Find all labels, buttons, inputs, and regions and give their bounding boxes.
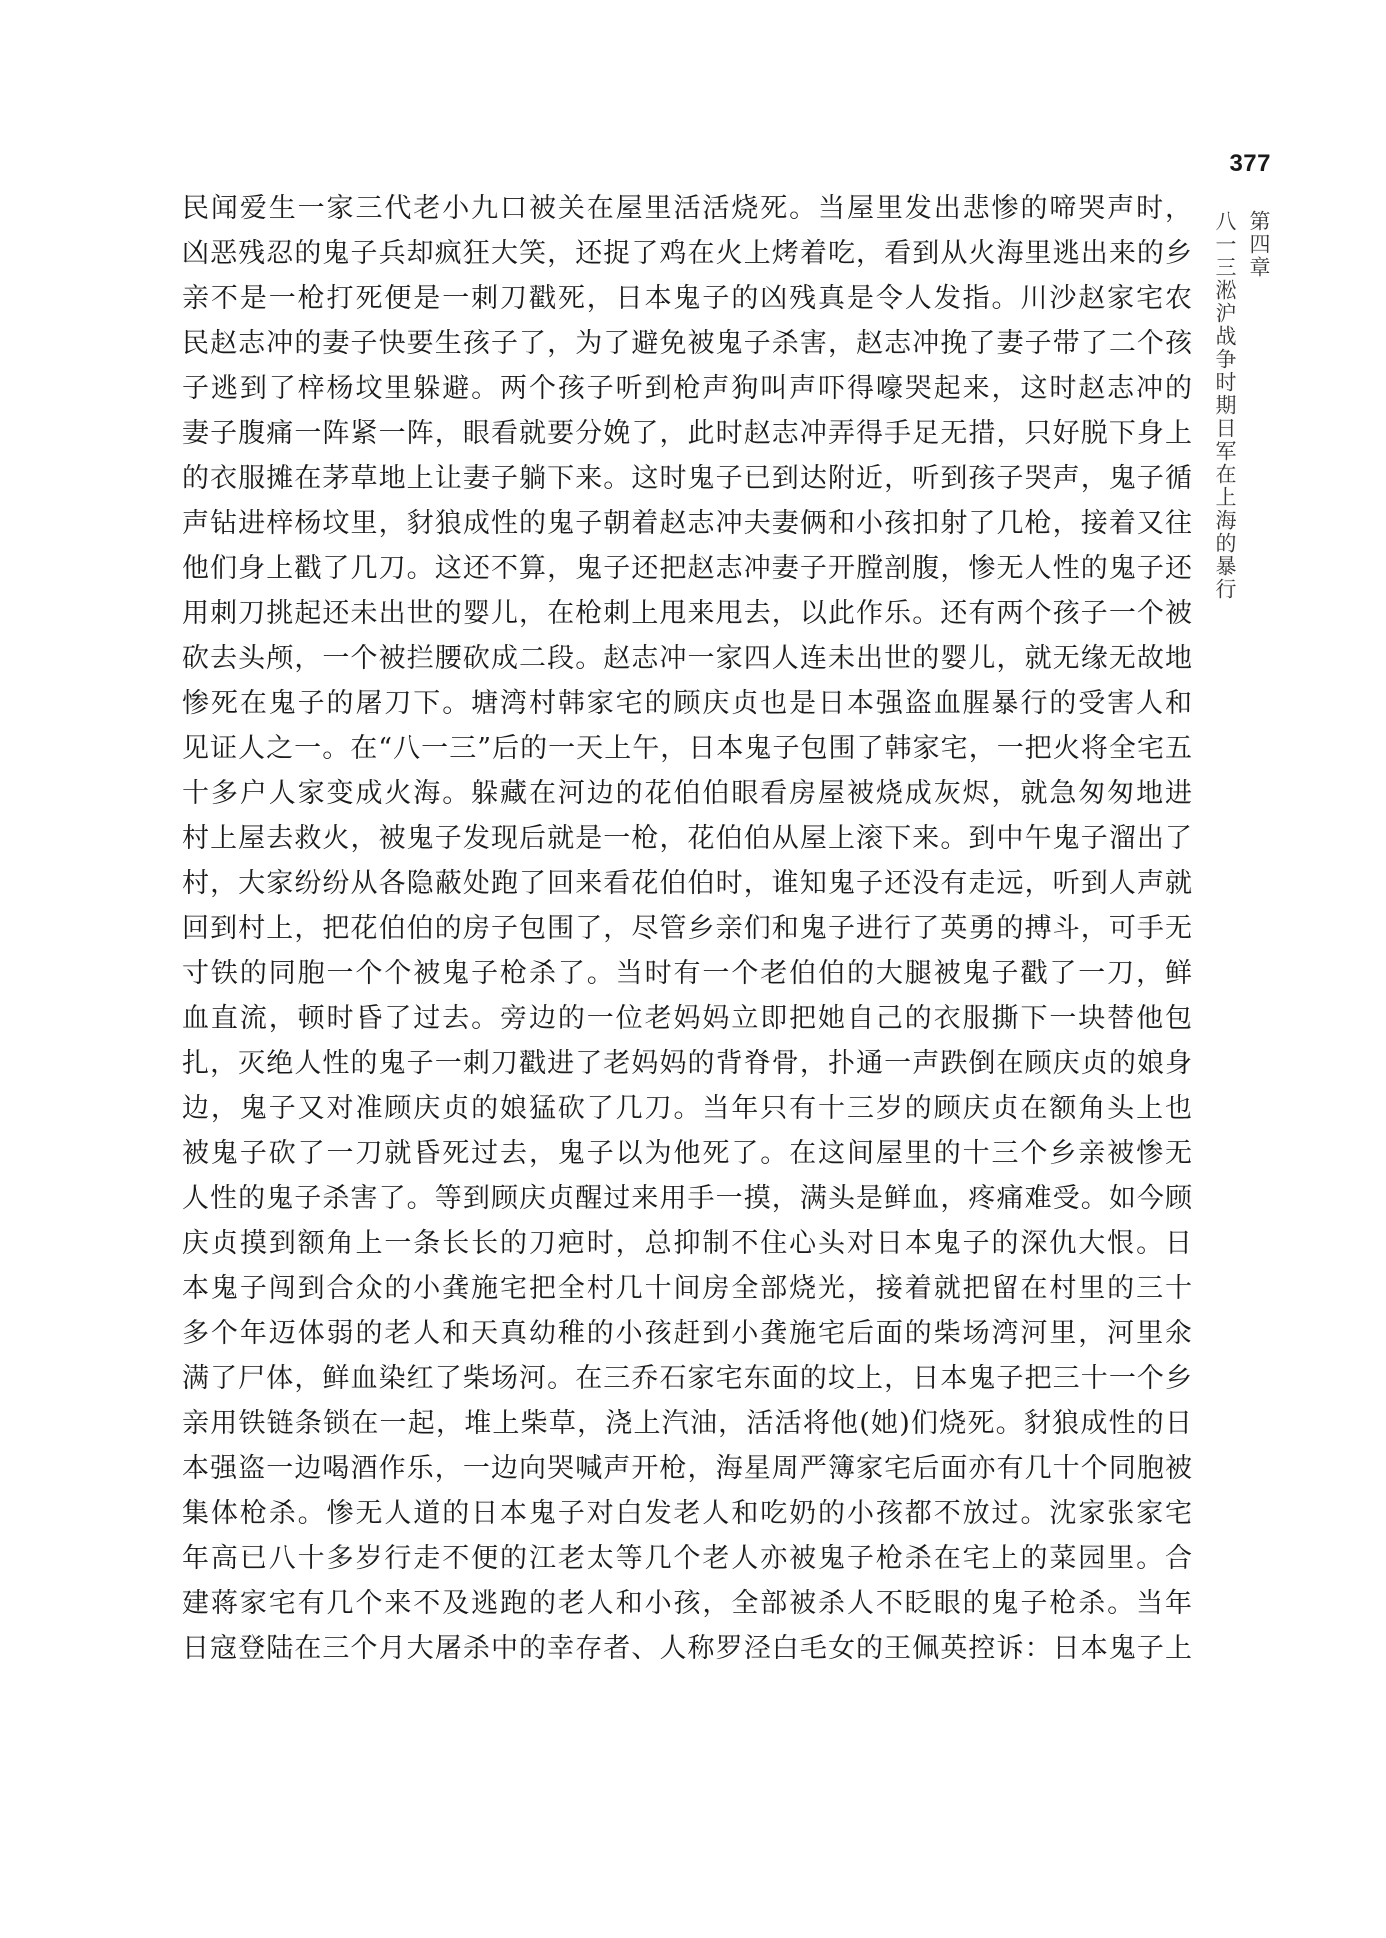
text-line: 被鬼子砍了一刀就昏死过去，鬼子以为他死了。在这间屋里的十三个乡亲被惨无 — [182, 1138, 1192, 1169]
text-line: 惨死在鬼子的屠刀下。塘湾村韩家宅的顾庆贞也是日本强盗血腥暴行的受害人和 — [182, 688, 1192, 719]
body-text — [182, 186, 1192, 1671]
text-line: 扎，灭绝人性的鬼子一刺刀戳进了老妈妈的背脊骨，扑通一声跌倒在顾庆贞的娘身 — [182, 1048, 1192, 1079]
text-line: 十多户人家变成火海。躲藏在河边的花伯伯眼看房屋被烧成灰烬，就急匆匆地进 — [182, 778, 1192, 809]
chapter-title: 第四章 — [1247, 210, 1271, 279]
text-line: 民赵志冲的妻子快要生孩子了，为了避免被鬼子杀害，赵志冲挽了妻子带了二个孩 — [182, 328, 1192, 359]
text-line: 见证人之一。在“八一三”后的一天上午，日本鬼子包围了韩家宅，一把火将全宅五 — [182, 733, 1192, 764]
text-line: 亲用铁链条锁在一起，堆上柴草，浇上汽油，活活将他(她)们烧死。豺狼成性的日 — [182, 1408, 1192, 1439]
text-line: 满了尸体，鲜血染红了柴场河。在三乔石家宅东面的坟上，日本鬼子把三十一个乡 — [182, 1363, 1192, 1394]
text-line: 人性的鬼子杀害了。等到顾庆贞醒过来用手一摸，满头是鲜血，疼痛难受。如今顾 — [182, 1183, 1192, 1214]
text-line: 民闻爱生一家三代老小九口被关在屋里活活烧死。当屋里发出悲惨的啼哭声时， — [182, 193, 1192, 224]
text-line: 回到村上，把花伯伯的房子包围了，尽管乡亲们和鬼子进行了英勇的搏斗，可手无 — [182, 913, 1192, 944]
page-number: 377 — [1229, 150, 1271, 177]
text-line: 本强盗一边喝酒作乐，一边向哭喊声开枪，海星周严簿家宅后面亦有几十个同胞被 — [182, 1453, 1192, 1484]
text-line: 庆贞摸到额角上一条长长的刀疤时，总抑制不住心头对日本鬼子的深仇大恨。日 — [182, 1228, 1192, 1259]
text-line: 他们身上戳了几刀。这还不算，鬼子还把赵志冲妻子开膛剖腹，惨无人性的鬼子还 — [182, 553, 1192, 584]
text-line: 凶恶残忍的鬼子兵却疯狂大笑，还捉了鸡在火上烤着吃，看到从火海里逃出来的乡 — [182, 238, 1192, 269]
text-line: 村上屋去救火，被鬼子发现后就是一枪，花伯伯从屋上滚下来。到中午鬼子溜出了 — [182, 823, 1192, 854]
text-line: 亲不是一枪打死便是一刺刀戳死，日本鬼子的凶残真是令人发指。川沙赵家宅农 — [182, 283, 1192, 314]
text-line: 妻子腹痛一阵紧一阵，眼看就要分娩了，此时赵志冲弄得手足无措，只好脱下身上 — [182, 418, 1192, 449]
text-line: 集体枪杀。惨无人道的日本鬼子对白发老人和吃奶的小孩都不放过。沈家张家宅 — [182, 1498, 1192, 1529]
text-line: 寸铁的同胞一个个被鬼子枪杀了。当时有一个老伯伯的大腿被鬼子戳了一刀，鲜 — [182, 958, 1192, 989]
text-line: 村，大家纷纷从各隐蔽处跑了回来看花伯伯时，谁知鬼子还没有走远，听到人声就 — [182, 868, 1192, 899]
text-line: 建蒋家宅有几个来不及逃跑的老人和小孩，全部被杀人不眨眼的鬼子枪杀。当年 — [182, 1588, 1192, 1619]
text-line: 用刺刀挑起还未出世的婴儿，在枪刺上甩来甩去，以此作乐。还有两个孩子一个被 — [182, 598, 1192, 629]
text-line: 多个年迈体弱的老人和天真幼稚的小孩赶到小龚施宅后面的柴场湾河里，河里氽 — [182, 1318, 1192, 1349]
text-line: 本鬼子闯到合众的小龚施宅把全村几十间房全部烧光，接着就把留在村里的三十 — [182, 1273, 1192, 1304]
text-line: 砍去头颅，一个被拦腰砍成二段。赵志冲一家四人连未出世的婴儿，就无缘无故地 — [182, 643, 1192, 674]
text-line: 血直流，顿时昏了过去。旁边的一位老妈妈立即把她自己的衣服撕下一块替他包 — [182, 1003, 1192, 1034]
text-line: 声钻进梓杨坟里，豺狼成性的鬼子朝着赵志冲夫妻俩和小孩扣射了几枪，接着又往 — [182, 508, 1192, 539]
section-title: 八一三淞沪战争时期日军在上海的暴行 — [1213, 210, 1237, 601]
text-line: 日寇登陆在三个月大屠杀中的幸存者、人称罗泾白毛女的王佩英控诉：日本鬼子上 — [182, 1633, 1192, 1664]
text-line: 的衣服摊在茅草地上让妻子躺下来。这时鬼子已到达附近，听到孩子哭声，鬼子循 — [182, 463, 1192, 494]
running-head — [1213, 210, 1276, 601]
text-line: 边，鬼子又对准顾庆贞的娘猛砍了几刀。当年只有十三岁的顾庆贞在额角头上也 — [182, 1093, 1192, 1124]
text-line: 子逃到了梓杨坟里躲避。两个孩子听到枪声狗叫声吓得嚎哭起来，这时赵志冲的 — [182, 373, 1192, 404]
text-line: 年高已八十多岁行走不便的江老太等几个老人亦被鬼子枪杀在宅上的菜园里。合 — [182, 1543, 1192, 1574]
